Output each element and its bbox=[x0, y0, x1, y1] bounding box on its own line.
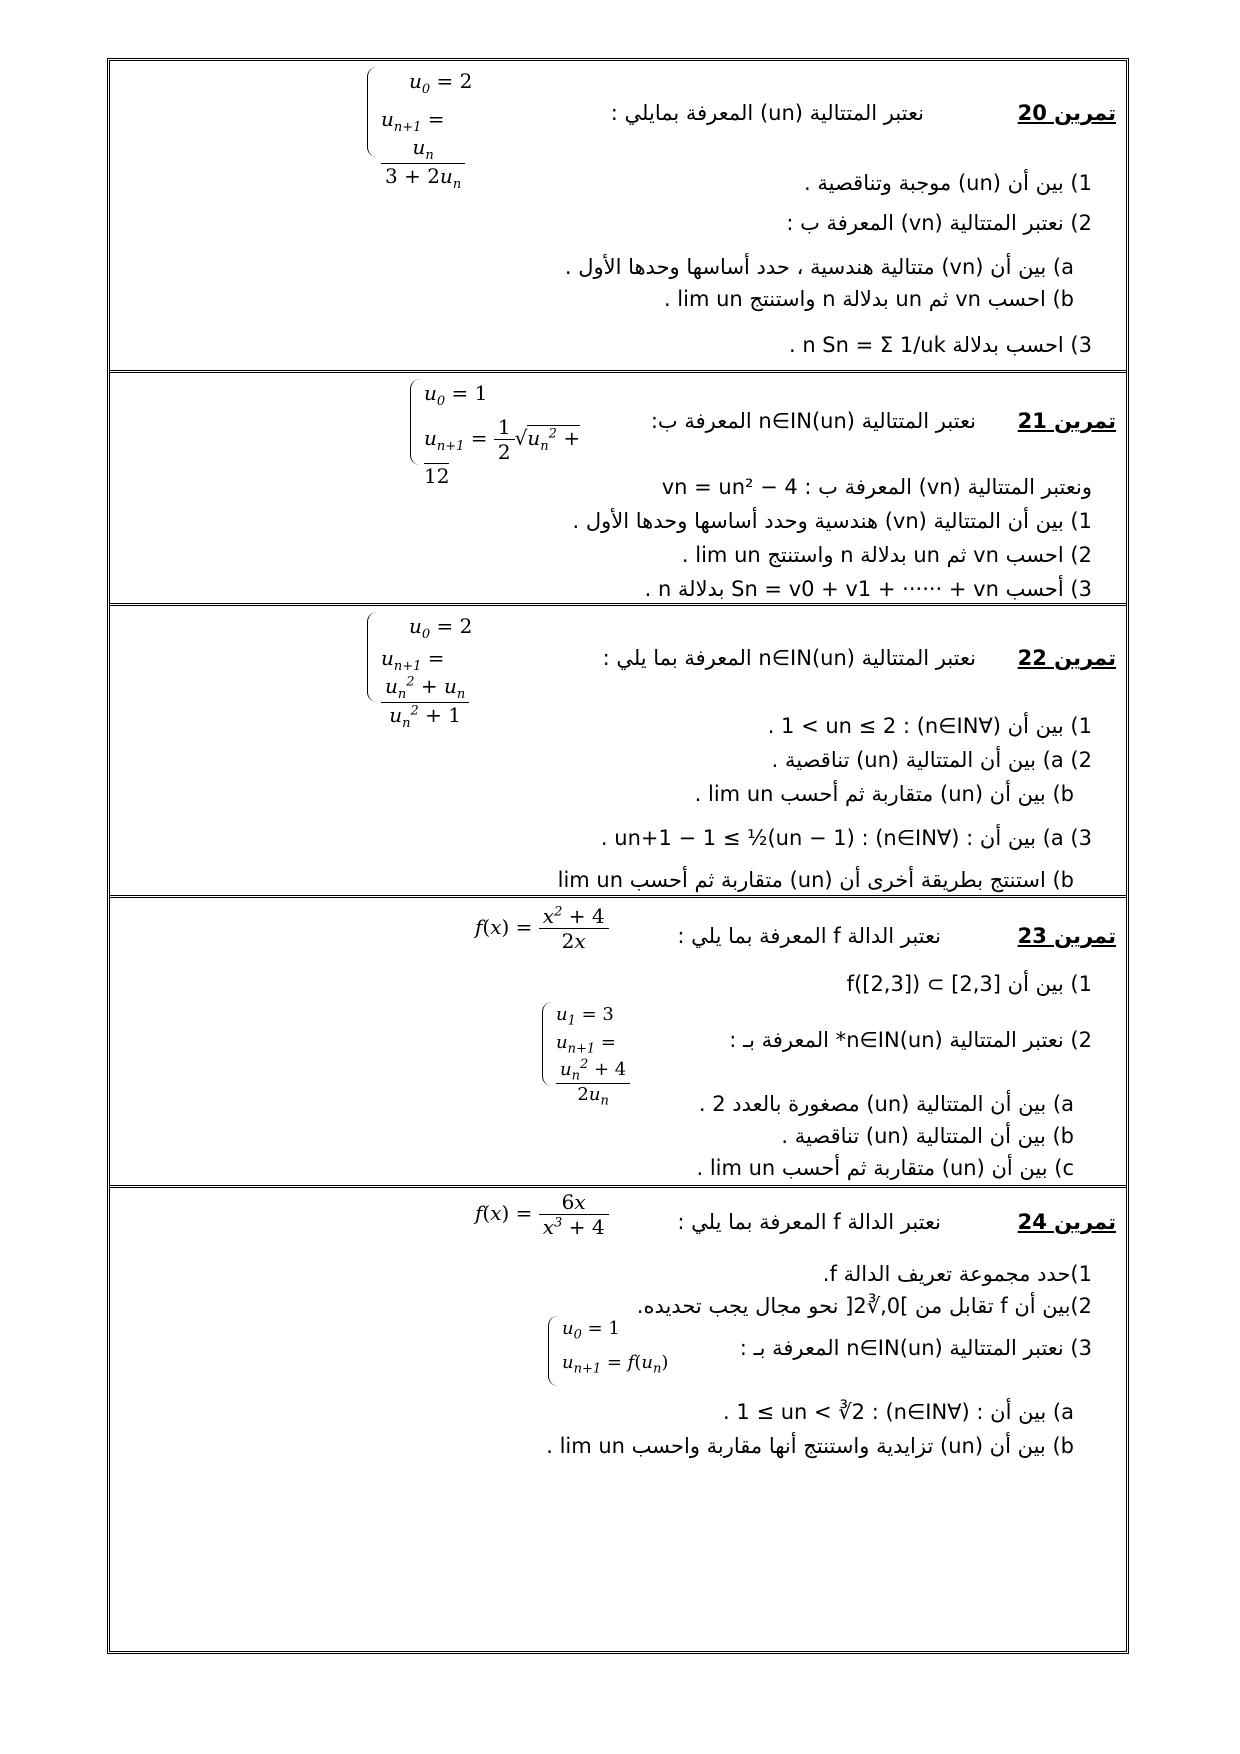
question-3a: 3) a) بين أن : (∀n∈IN) : un+1 − 1 ≤ ½(un − 1) . bbox=[600, 826, 1092, 850]
exercise-title: تمرين 22 bbox=[1017, 646, 1116, 670]
question-2: 2) نعتبر المتتالية (un)n∈IN* المعرفة بـ : bbox=[729, 1028, 1092, 1052]
question-1: 1) بين أن f([2,3]) ⊂ [2,3] bbox=[846, 972, 1092, 996]
exercise-20 bbox=[110, 61, 1126, 373]
definition-system: $u_0 = 2$ $u_{n+1}$ = $\frac{u_n^2 + u_n}{u_n^2 + 1}$ bbox=[367, 612, 537, 702]
system-brace bbox=[548, 1316, 559, 1386]
definition-system: $u_0 = 1$ $u_{n+1}$ = $\frac{1}{2}$ $√u_n^2 + 12$ bbox=[410, 379, 610, 465]
question-2a: a) بين أن المتتالية (un) مصغورة بالعدد 2 . bbox=[698, 1092, 1074, 1116]
question-1: 1)حدد مجموعة تعريف الدالة f. bbox=[822, 1262, 1092, 1286]
system-brace bbox=[542, 1002, 553, 1086]
system-brace bbox=[410, 379, 421, 465]
definition-system: $u_1 = 3$ $u_{n+1}$ = $\frac{u_n^2 + 4}{2u_n}$ bbox=[542, 1002, 682, 1086]
question-1: 1) بين أن (un) موجبة وتناقصية . bbox=[804, 171, 1092, 195]
question-2b: b) بين أن المتتالية (un) تناقصية . bbox=[781, 1124, 1074, 1148]
exercise-sheet bbox=[107, 58, 1129, 1654]
system-brace bbox=[367, 67, 378, 157]
exercise-24 bbox=[110, 1188, 1126, 1651]
question-1: 1) بين أن المتتالية (vn) هندسية وحدد أساسها وحدها الأول . bbox=[572, 509, 1092, 533]
system-brace bbox=[367, 612, 378, 702]
exercise-22 bbox=[110, 606, 1126, 898]
question-3: 3) أحسب Sn = v0 + v1 + ······ + vn بدلالة n . bbox=[644, 577, 1092, 601]
definition-system: $u_0 = 2$ $u_{n+1}$ = $\frac{u_n}{3 + 2u_n}$ bbox=[367, 67, 517, 157]
exercise-intro: نعتبر الدالة f المعرفة بما يلي : bbox=[677, 924, 941, 948]
exercise-intro: نعتبر المتتالية (un)n∈IN المعرفة ب: bbox=[650, 409, 976, 433]
question-3b: b) استنتج بطريقة أخرى أن (un) متقاربة ثم أحسب lim un bbox=[557, 868, 1074, 892]
exercise-title: تمرين 24 bbox=[1017, 1210, 1116, 1234]
exercise-intro: نعتبر الدالة f المعرفة بما يلي : bbox=[677, 1210, 941, 1234]
question-2: 2)بين أن f تقابل من ]0,∛2[ نحو مجال يجب تحديده. bbox=[636, 1294, 1092, 1318]
exercise-title: تمرين 20 bbox=[1017, 101, 1116, 125]
question-2b: b) بين أن (un) متقاربة ثم أحسب lim un . bbox=[694, 782, 1074, 806]
question-0: ونعتبر المتتالية (vn) المعرفة ب : vn = un² − 4 bbox=[661, 475, 1092, 499]
function-definition: f(x) = $\frac{6x}{x^3 + 4}$ bbox=[475, 1190, 609, 1239]
exercise-intro: نعتبر المتتالية (un)n∈IN المعرفة بما يلي : bbox=[602, 646, 976, 670]
definition-system: $u_0 = 1$ $u_{n+1} = f(u_n)$ bbox=[548, 1316, 678, 1386]
question-2c: c) بين أن (un) متقاربة ثم أحسب lim un . bbox=[696, 1156, 1074, 1180]
question-3a: a) بين أن : (∀n∈IN) : 1 ≤ un < ∛2 . bbox=[723, 1400, 1074, 1424]
question-2: 2) احسب vn ثم un بدلالة n واستنتج lim un . bbox=[681, 543, 1092, 567]
question-2b: b) احسب vn ثم un بدلالة n واستنتج lim un . bbox=[663, 287, 1074, 311]
question-3: 3) نعتبر المتتالية (un)n∈IN المعرفة بـ : bbox=[739, 1336, 1092, 1360]
exercise-21 bbox=[110, 373, 1126, 606]
question-3: 3) احسب بدلالة n Sn = Σ 1/uk . bbox=[788, 333, 1092, 357]
exercise-intro: نعتبر المتتالية (un) المعرفة بمايلي : bbox=[610, 101, 924, 125]
question-2a: a) بين أن (vn) متتالية هندسية ، حدد أساسها وحدها الأول . bbox=[564, 255, 1074, 279]
function-definition: f(x) = $\frac{x^2 + 4}{2x}$ bbox=[475, 904, 609, 953]
question-1: 1) بين أن (∀n∈IN) : 1 < un ≤ 2 . bbox=[767, 714, 1092, 738]
exercise-title: تمرين 21 bbox=[1017, 409, 1116, 433]
question-2: 2) نعتبر المتتالية (vn) المعرفة ب : bbox=[786, 211, 1092, 235]
question-3b: b) بين أن (un) تزايدية واستنتج أنها مقاربة واحسب lim un . bbox=[546, 1434, 1074, 1458]
question-2a: 2) a) بين أن المتتالية (un) تناقصية . bbox=[771, 748, 1092, 772]
exercise-23 bbox=[110, 898, 1126, 1188]
exercise-title: تمرين 23 bbox=[1017, 924, 1116, 948]
